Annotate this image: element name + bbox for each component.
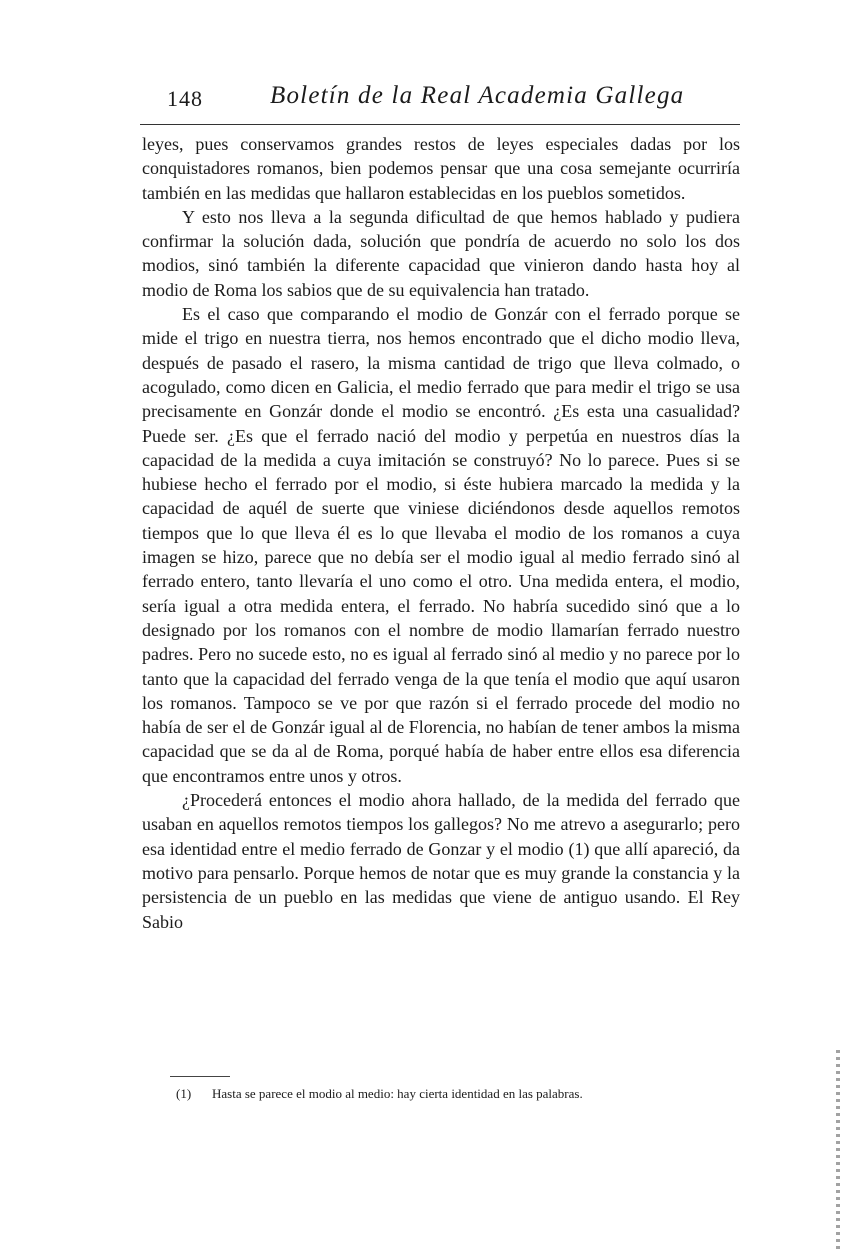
running-title: Boletín de la Real Academia Gallega [270, 82, 685, 109]
page-edge-mark [836, 1050, 840, 1250]
footnote-text: Hasta se parece el modio al medio: hay cierta identidad en las palabras. [212, 1086, 583, 1101]
footnote-marker: (1) [176, 1086, 192, 1101]
footnote [176, 1086, 736, 1102]
body-text [142, 132, 740, 934]
page-header [140, 78, 740, 118]
paragraph-3: Es el caso que comparando el modio de Gonzár con el ferrado porque se mide el trigo en nuestra tierra, nos hemos encontrado que el dicho modio lleva, después de pasado el rasero, la misma cantidad de trigo que lleva colmado, o acogulado, como dicen en Galicia, el medio ferrado que para medir el trigo se usa precisamente en Gonzár donde el modio se encontró. ¿Es esta una casualidad? Puede ser. ¿Es que el ferrado nació del modio y perpetúa en nuestros días la capacidad de la medida a cuya imitación se construyó? No lo parece. Pues si se hubiese hecho el ferrado por el modio, si éste hubiera marcado la medida y la capacidad de aquél de suerte que viniese diciéndonos desde aquellos remotos tiempos que lo que lleva él es lo que llevaba el modio de los romanos a cuya imagen se hizo, parece que no debía ser el modio igual al medio ferrado sinó al ferrado entero, tanto llevaría el uno como el otro. Una medida entera, el modio, sería igual a otra medida entera, el ferrado. No habría sucedido sinó que a lo designado por los romanos con el nombre de modio llamarían ferrado nuestro padres. Pero no sucede esto, no es igual al ferrado sinó al medio y no parece por lo tanto que la capacidad del ferrado venga de la que tenía el modio que aquí usaron los romanos. Tampoco se ve por que razón si el ferrado procede del modio no había de ser el de Gonzár igual al de Florencia, no habían de tener ambos la misma capacidad que se da al de Roma, porqué había de haber entre ellos esa diferencia que encontramos entre unos y otros. [142, 304, 740, 786]
paragraph-4: ¿Procederá entonces el modio ahora hallado, de la medida del ferrado que usaban en aquellos remotos tiempos los gallegos? No me atrevo a asegurarlo; pero esa identidad entre el medio ferrado de Gonzar y el modio (1) que allí apareció, da motivo para pensarlo. Porque hemos de notar que es muy grande la constancia y la persistencia de un pueblo en las medidas que viene de antiguo usando. El Rey Sabio [142, 790, 740, 932]
page-number: 148 [167, 86, 203, 111]
header-rule [140, 124, 740, 125]
paragraph-2: Y esto nos lleva a la segunda dificultad de que hemos hablado y pudiera confirmar la solución dada, solución que pondría de acuerdo no solo los dos modios, sinó también la diferente capacidad que vinieron dando hasta hoy al modio de Roma los sabios que de su equivalencia han tratado. [142, 206, 740, 300]
paragraph-1: leyes, pues conservamos grandes restos de leyes especiales dadas por los conquistadores romanos, bien podemos pensar que una cosa semejante ocurriría también en las medidas que hallaron establecidas en los pueblos sometidos. [142, 134, 740, 203]
footnote-rule [170, 1076, 230, 1077]
